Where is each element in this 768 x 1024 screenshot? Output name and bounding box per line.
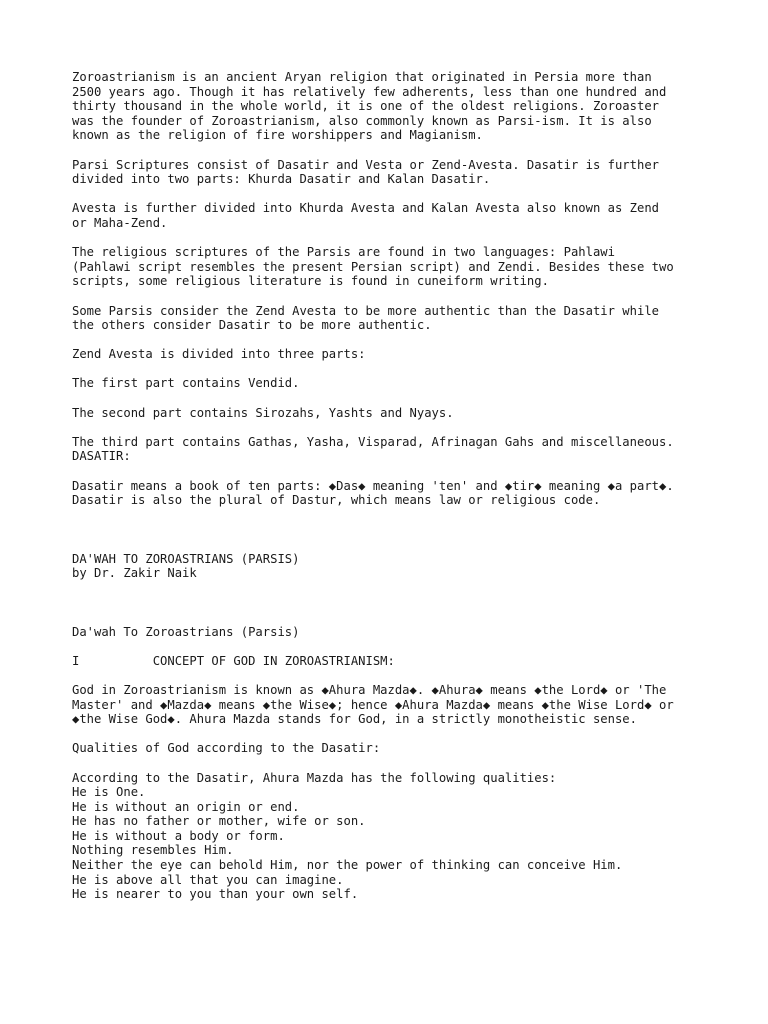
text-line: DASATIR: bbox=[72, 449, 131, 464]
list-item: He is One. bbox=[72, 785, 146, 800]
title-block bbox=[72, 552, 732, 581]
text-line: thirty thousand in the whole world, it is one of the oldest religions. Zoroaster bbox=[72, 99, 659, 114]
list-item: He is without a body or form. bbox=[72, 828, 285, 843]
text-line: Dasatir is also the plural of Dastur, which means law or religious code. bbox=[72, 493, 601, 508]
text-line: Avesta is further divided into Khurda Avesta and Kalan Avesta also known as Zend bbox=[72, 201, 659, 216]
text-line: the others consider Dasatir to be more authentic. bbox=[72, 318, 432, 333]
god-paragraph bbox=[72, 683, 732, 727]
text-line: Parsi Scriptures consist of Dasatir and Vesta or Zend-Avesta. Dasatir is further bbox=[72, 157, 659, 172]
third-part-paragraph bbox=[72, 435, 732, 464]
scriptures-paragraph bbox=[72, 158, 732, 187]
text-line: divided into two parts: Khurda Dasatir and Kalan Dasatir. bbox=[72, 172, 491, 187]
list-item: He is above all that you can imagine. bbox=[72, 872, 344, 887]
first-part-paragraph bbox=[72, 376, 732, 391]
text-line: Zend Avesta is divided into three parts: bbox=[72, 347, 366, 362]
text-line: The first part contains Vendid. bbox=[72, 376, 300, 391]
text-line: The third part contains Gathas, Yasha, Visparad, Afrinagan Gahs and miscellaneous. bbox=[72, 434, 674, 449]
text-line: Some Parsis consider the Zend Avesta to be more authentic than the Dasatir while bbox=[72, 303, 659, 318]
section-heading: I CONCEPT OF GOD IN ZOROASTRIANISM: bbox=[72, 653, 395, 668]
text-line: (Pahlawi script resembles the present Persian script) and Zendi. Besides these two bbox=[72, 259, 674, 274]
text-line: Master' and ◆Mazda◆ means ◆the Wise◆; hence ◆Ahura Mazda◆ means ◆the Wise Lord◆ or bbox=[72, 697, 674, 712]
zend-avesta-parts-paragraph bbox=[72, 347, 732, 362]
document-page bbox=[72, 70, 732, 902]
list-item: According to the Dasatir, Ahura Mazda has the following qualities: bbox=[72, 770, 557, 785]
qualities-list bbox=[72, 771, 732, 902]
list-item: Nothing resembles Him. bbox=[72, 843, 234, 858]
text-line: 2500 years ago. Though it has relatively few adherents, less than one hundred and bbox=[72, 84, 667, 99]
title-author: by Dr. Zakir Naik bbox=[72, 566, 197, 581]
qualities-heading: Qualities of God according to the Dasatir: bbox=[72, 741, 381, 756]
second-part-paragraph bbox=[72, 406, 732, 421]
text-line: Dasatir means a book of ten parts: ◆Das◆ meaning 'ten' and ◆tir◆ meaning ◆a part◆. bbox=[72, 478, 674, 493]
list-item: He is without an origin or end. bbox=[72, 799, 300, 814]
text-line: The second part contains Sirozahs, Yashts and Nyays. bbox=[72, 405, 454, 420]
dasatir-definition-paragraph bbox=[72, 479, 732, 508]
list-item: He has no father or mother, wife or son. bbox=[72, 814, 366, 829]
authenticity-paragraph bbox=[72, 304, 732, 333]
text-line: known as the religion of fire worshippers and Magianism. bbox=[72, 128, 483, 143]
text-line: The religious scriptures of the Parsis are found in two languages: Pahlawi bbox=[72, 245, 615, 260]
avesta-paragraph bbox=[72, 201, 732, 230]
languages-paragraph bbox=[72, 245, 732, 289]
text-line: God in Zoroastrianism is known as ◆Ahura Mazda◆. ◆Ahura◆ means ◆the Lord◆ or 'The bbox=[72, 682, 667, 697]
text-line: Zoroastrianism is an ancient Aryan religion that originated in Persia more than bbox=[72, 70, 652, 84]
subtitle: Da'wah To Zoroastrians (Parsis) bbox=[72, 624, 300, 639]
intro-paragraph bbox=[72, 70, 732, 143]
text-line: was the founder of Zoroastrianism, also commonly known as Parsi-ism. It is also bbox=[72, 113, 652, 128]
text-line: or Maha-Zend. bbox=[72, 215, 168, 230]
text-line: scripts, some religious literature is found in cuneiform writing. bbox=[72, 274, 549, 289]
list-item: He is nearer to you than your own self. bbox=[72, 887, 359, 902]
text-line: ◆the Wise God◆. Ahura Mazda stands for God, in a strictly monotheistic sense. bbox=[72, 712, 637, 727]
title-heading: DA'WAH TO ZOROASTRIANS (PARSIS) bbox=[72, 551, 300, 566]
list-item: Neither the eye can behold Him, nor the power of thinking can conceive Him. bbox=[72, 858, 623, 873]
